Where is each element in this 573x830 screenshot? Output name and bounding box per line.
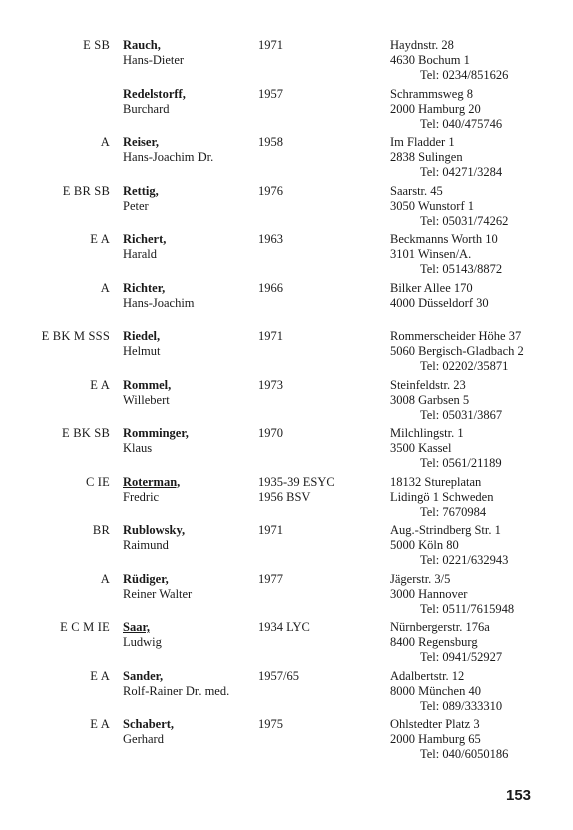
year-line: 1973 <box>258 377 283 392</box>
year-line: 1970 <box>258 426 283 440</box>
surname: Saar, <box>123 620 150 634</box>
membership-codes: A <box>100 280 110 295</box>
given-name: Klaus <box>123 441 153 455</box>
telephone: Tel: 040/475746 <box>420 116 503 131</box>
membership-year <box>258 475 335 505</box>
address-line: 5000 Köln 80 <box>390 538 459 552</box>
directory-entry <box>0 475 573 524</box>
address <box>390 232 502 277</box>
membership-codes: E SB <box>83 38 110 52</box>
year-line: 1958 <box>258 135 283 149</box>
given-name: Willebert <box>123 392 170 407</box>
telephone: Tel: 089/333310 <box>420 698 503 713</box>
address-line: Lidingö 1 Schweden <box>390 489 494 504</box>
address-line: 2838 Sulingen <box>390 150 463 164</box>
surname: Romminger, <box>123 426 189 440</box>
address <box>390 669 502 714</box>
address-line: Steinfeldstr. 23 <box>390 377 466 392</box>
address-line: 5060 Bergisch-Gladbach 2 <box>390 344 524 358</box>
directory-entry <box>0 281 573 330</box>
member-name <box>123 523 185 553</box>
directory-entry <box>0 329 573 378</box>
given-name: Raimund <box>123 538 169 552</box>
address-line: Haydnstr. 28 <box>390 38 454 52</box>
membership-codes: E A <box>90 232 110 246</box>
member-name <box>123 135 213 165</box>
address-line: 2000 Hamburg 20 <box>390 101 481 116</box>
membership-codes: A <box>100 135 110 149</box>
directory-entry <box>0 669 573 718</box>
membership-year <box>258 232 283 247</box>
address-line: 3050 Wunstorf 1 <box>390 198 474 213</box>
directory-entry <box>0 620 573 669</box>
address-line: 4630 Bochum 1 <box>390 53 470 67</box>
telephone: Tel: 040/6050186 <box>420 747 509 761</box>
member-name <box>123 475 180 505</box>
year-line: 1963 <box>258 232 283 246</box>
telephone: Tel: 0221/632943 <box>420 553 509 567</box>
surname: Rauch, <box>123 38 161 52</box>
surname: Richert, <box>123 232 167 246</box>
membership-year <box>258 87 283 102</box>
surname: Richter, <box>123 280 166 295</box>
member-name <box>123 669 229 699</box>
member-name <box>123 232 166 262</box>
telephone: Tel: 05031/74262 <box>420 213 509 228</box>
membership-codes: BR <box>92 523 110 537</box>
member-name <box>123 329 161 359</box>
address-line: 3500 Kassel <box>390 441 452 455</box>
membership-year <box>258 426 283 441</box>
year-line: 1956 BSV <box>258 489 311 504</box>
directory-entry <box>0 232 573 281</box>
telephone: Tel: 0561/21189 <box>420 456 502 470</box>
address <box>390 717 508 762</box>
member-name <box>123 87 186 117</box>
directory-entry <box>0 523 573 572</box>
telephone: Tel: 05143/8872 <box>420 262 503 276</box>
surname: Rettig, <box>123 183 159 198</box>
year-line: 1934 LYC <box>258 620 310 634</box>
address-line: Rommerscheider Höhe 37 <box>390 329 522 343</box>
member-name <box>123 184 159 214</box>
address <box>390 135 502 180</box>
page-number: 153 <box>506 787 532 804</box>
given-name: Reiner Walter <box>123 586 193 601</box>
membership-codes: E A <box>90 377 110 392</box>
address-line: 18132 Stureplatan <box>390 474 482 489</box>
directory-entry <box>0 572 573 621</box>
address-line: Saarstr. 45 <box>390 183 443 198</box>
address <box>390 329 524 374</box>
membership-year <box>258 329 283 344</box>
directory-entry <box>0 184 573 233</box>
telephone: Tel: 0511/7615948 <box>420 601 515 616</box>
member-directory <box>0 38 573 766</box>
address-line: Adalbertstr. 12 <box>390 668 465 683</box>
telephone: Tel: 7670984 <box>420 504 487 519</box>
address <box>390 426 502 471</box>
address <box>390 281 489 311</box>
membership-year <box>258 572 283 587</box>
member-name <box>123 281 195 311</box>
year-line: 1957 <box>258 86 283 101</box>
membership-year <box>258 717 283 732</box>
year-line: 1977 <box>258 571 283 586</box>
year-line: 1976 <box>258 183 283 198</box>
membership-codes: A <box>100 571 110 586</box>
address-line: 8400 Regensburg <box>390 635 478 649</box>
given-name: Harald <box>123 247 158 261</box>
given-name: Helmut <box>123 344 161 358</box>
given-name: Hans-Joachim <box>123 295 195 310</box>
membership-year <box>258 523 283 538</box>
address <box>390 475 493 520</box>
year-line: 1935-39 ESYC <box>258 474 335 489</box>
directory-entry <box>0 426 573 475</box>
surname: Sander, <box>123 668 164 683</box>
telephone: Tel: 05031/3867 <box>420 407 503 422</box>
address <box>390 38 508 83</box>
address-line: 4000 Düsseldorf 30 <box>390 295 489 310</box>
membership-codes: C IE <box>85 474 110 489</box>
year-line: 1971 <box>258 523 283 537</box>
telephone: Tel: 0234/851626 <box>420 68 509 82</box>
directory-entry <box>0 87 573 136</box>
membership-year <box>258 135 283 150</box>
address-line: 3000 Hannover <box>390 586 468 601</box>
address-line: Jägerstr. 3/5 <box>390 571 451 586</box>
address <box>390 184 508 229</box>
address-line: 8000 München 40 <box>390 683 481 698</box>
membership-codes: E A <box>90 717 110 731</box>
address-line: Aug.-Strindberg Str. 1 <box>390 523 501 537</box>
surname: Roterman, <box>123 474 181 489</box>
given-name: Hans-Dieter <box>123 53 185 67</box>
membership-year <box>258 184 283 199</box>
address-line: 2000 Hamburg 65 <box>390 732 481 746</box>
year-line: 1966 <box>258 280 283 295</box>
membership-year <box>258 620 310 635</box>
membership-year <box>258 669 299 684</box>
surname: Schabert, <box>123 717 175 731</box>
directory-entry <box>0 38 573 87</box>
year-line: 1971 <box>258 38 283 52</box>
directory-entry <box>0 135 573 184</box>
given-name: Gerhard <box>123 732 164 746</box>
directory-entry <box>0 378 573 427</box>
surname: Rüdiger, <box>123 571 169 586</box>
member-name <box>123 620 162 650</box>
surname: Redelstorff, <box>123 86 186 101</box>
telephone: Tel: 04271/3284 <box>420 165 503 179</box>
address <box>390 572 514 617</box>
telephone: Tel: 0941/52927 <box>420 650 503 664</box>
membership-year <box>258 281 283 296</box>
address-line: Ohlstedter Platz 3 <box>390 717 480 731</box>
given-name: Peter <box>123 198 149 213</box>
given-name: Rolf-Rainer Dr. med. <box>123 683 230 698</box>
surname: Rublowsky, <box>123 523 186 537</box>
address-line: Milchlingstr. 1 <box>390 426 464 440</box>
membership-codes: E BK M SSS <box>41 329 110 343</box>
year-line: 1971 <box>258 329 283 343</box>
membership-codes: E BK SB <box>62 426 110 440</box>
address-line: Im Fladder 1 <box>390 135 455 149</box>
surname: Riedel, <box>123 329 161 343</box>
membership-codes: E BR SB <box>62 183 110 198</box>
year-line: 1957/65 <box>258 668 299 683</box>
member-name <box>123 378 171 408</box>
given-name: Burchard <box>123 101 170 116</box>
given-name: Fredric <box>123 489 160 504</box>
member-name <box>123 426 189 456</box>
directory-entry <box>0 717 573 766</box>
membership-year <box>258 38 283 53</box>
member-name <box>123 38 184 68</box>
given-name: Ludwig <box>123 635 162 649</box>
address <box>390 87 502 132</box>
address <box>390 378 502 423</box>
membership-year <box>258 378 283 393</box>
address-line: Beckmanns Worth 10 <box>390 232 498 246</box>
address-line: 3008 Garbsen 5 <box>390 392 470 407</box>
surname: Rommel, <box>123 377 172 392</box>
surname: Reiser, <box>123 135 159 149</box>
telephone: Tel: 02202/35871 <box>420 359 509 373</box>
address-line: Schrammsweg 8 <box>390 86 473 101</box>
membership-codes: E C M IE <box>60 620 110 634</box>
address-line: 3101 Winsen/A. <box>390 247 472 261</box>
membership-codes: E A <box>90 668 110 683</box>
address <box>390 523 508 568</box>
year-line: 1975 <box>258 717 283 731</box>
address-line: Nürnbergerstr. 176a <box>390 620 490 634</box>
member-name <box>123 572 192 602</box>
address <box>390 620 502 665</box>
address-line: Bilker Allee 170 <box>390 280 473 295</box>
member-name <box>123 717 174 747</box>
given-name: Hans-Joachim Dr. <box>123 150 214 164</box>
